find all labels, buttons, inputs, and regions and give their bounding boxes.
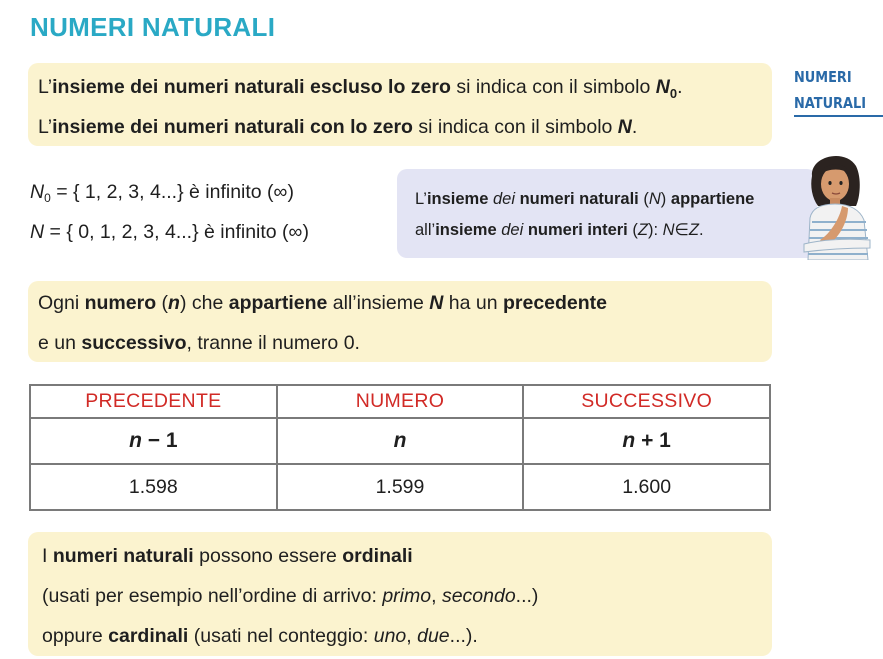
formula-cell [30, 418, 277, 464]
rule-line-1 [38, 281, 772, 323]
text: all’insieme [327, 292, 430, 314]
bold-text: numeri naturali [519, 190, 639, 208]
subscript-zero: 0 [669, 86, 678, 101]
symbol-n: N [30, 181, 45, 203]
set-definitions [30, 172, 309, 252]
bold-text: precedente [502, 292, 608, 314]
bold-text: appartiene [670, 190, 755, 208]
definition-line-n [38, 107, 772, 147]
text: L’ [38, 116, 53, 138]
definition-box-n0 [28, 63, 772, 146]
text: , [406, 625, 418, 647]
girl-thinking-illustration [790, 148, 880, 260]
italic-text: due [417, 625, 450, 647]
text: Ogni [38, 292, 85, 314]
element-of-symbol: ∈ [674, 221, 689, 239]
bold-text: insieme [426, 190, 489, 208]
symbol-n: n [168, 292, 180, 314]
text: . [631, 116, 638, 138]
italic-text: secondo [441, 585, 516, 607]
symbol-n: N [648, 190, 661, 208]
text: , [431, 585, 442, 607]
italic-text: primo [382, 585, 432, 607]
symbol-z: Z [637, 221, 648, 239]
symbol-n: N [662, 221, 675, 239]
text: ) [660, 190, 671, 208]
bold-text: numeri interi [527, 221, 628, 239]
text: L’ [415, 190, 427, 208]
side-label-line2: NATURALI [794, 94, 866, 112]
bold-text: successivo [81, 332, 187, 354]
symbol-n: N [617, 116, 632, 138]
value-cell: 1.598 [30, 464, 277, 510]
text: ( [156, 292, 169, 314]
bold-text: numero [84, 292, 157, 314]
bold-text: insieme dei numeri naturali escluso lo zero [52, 76, 451, 98]
definition-line-n0 [38, 63, 772, 107]
text: si indica con il simbolo [450, 76, 656, 98]
bold-text: ordinali [342, 545, 413, 567]
symbol-n: N [30, 221, 45, 243]
text: L’ [38, 76, 53, 98]
side-label-underline [794, 115, 883, 117]
ordinal-cardinal-box [28, 532, 772, 656]
text: ): [647, 221, 663, 239]
variable-n: n [129, 429, 142, 452]
text: . [677, 76, 683, 98]
set-text: = { 0, 1, 2, 3, 4...} è infinito (∞) [44, 221, 309, 243]
box3-line-1 [42, 536, 772, 576]
text: ( [638, 190, 649, 208]
formula-cell [523, 418, 770, 464]
side-label-line1: NUMERI [794, 68, 852, 86]
box3-line-2 [42, 576, 772, 616]
symbol-z: Z [688, 221, 700, 239]
symbol-n: N [655, 76, 670, 98]
set-n0 [30, 172, 309, 212]
rule-line-2 [38, 323, 772, 363]
table-header-row [30, 385, 770, 418]
text: e un [38, 332, 82, 354]
note-bubble [397, 169, 817, 258]
text: ha un [443, 292, 503, 314]
bold-text: appartiene [228, 292, 328, 314]
bold-text: insieme [435, 221, 497, 239]
value-cell: 1.600 [523, 464, 770, 510]
side-label [794, 64, 871, 116]
text: ) che [179, 292, 229, 314]
note-line-2 [415, 215, 817, 246]
header-cell: SUCCESSIVO [523, 385, 770, 418]
page-title: NUMERI NATURALI [30, 12, 276, 42]
variable-n: n [393, 429, 407, 452]
text: oppure [42, 625, 109, 647]
predecessor-successor-table [29, 384, 771, 511]
bold-text: numeri naturali [52, 545, 194, 567]
text: I [42, 545, 53, 567]
header-cell: NUMERO [277, 385, 524, 418]
header-cell: PRECEDENTE [30, 385, 277, 418]
box3-line-3 [42, 616, 772, 656]
table-row [30, 464, 770, 510]
set-n [30, 212, 309, 252]
bold-text: insieme dei numeri naturali con lo zero [52, 116, 413, 138]
table-formula-row [30, 418, 770, 464]
text: (usati nel conteggio: [188, 625, 374, 647]
bold-text: cardinali [108, 625, 189, 647]
successor-rule-box [28, 281, 772, 362]
text: all’ [415, 221, 436, 239]
set-text: = { 1, 2, 3, 4...} è infinito (∞) [50, 181, 294, 203]
italic-text: dei [488, 190, 520, 208]
operator: − 1 [141, 429, 178, 452]
text: si indica con il simbolo [412, 116, 618, 138]
italic-text: uno [373, 625, 407, 647]
text: ...). [449, 625, 478, 647]
text: , tranne il numero 0. [186, 332, 360, 354]
variable-n: n [622, 429, 636, 452]
text: . [699, 221, 704, 239]
value-cell: 1.599 [277, 464, 524, 510]
text: ( [627, 221, 638, 239]
note-line-1 [415, 184, 817, 215]
formula-cell [277, 418, 524, 464]
text: possono essere [193, 545, 343, 567]
text: ...) [515, 585, 539, 607]
symbol-n: N [429, 292, 444, 314]
italic-text: dei [496, 221, 528, 239]
subscript-zero: 0 [44, 191, 51, 205]
operator: + 1 [635, 429, 671, 452]
text: (usati per esempio nell’ordine di arrivo: [42, 585, 383, 607]
